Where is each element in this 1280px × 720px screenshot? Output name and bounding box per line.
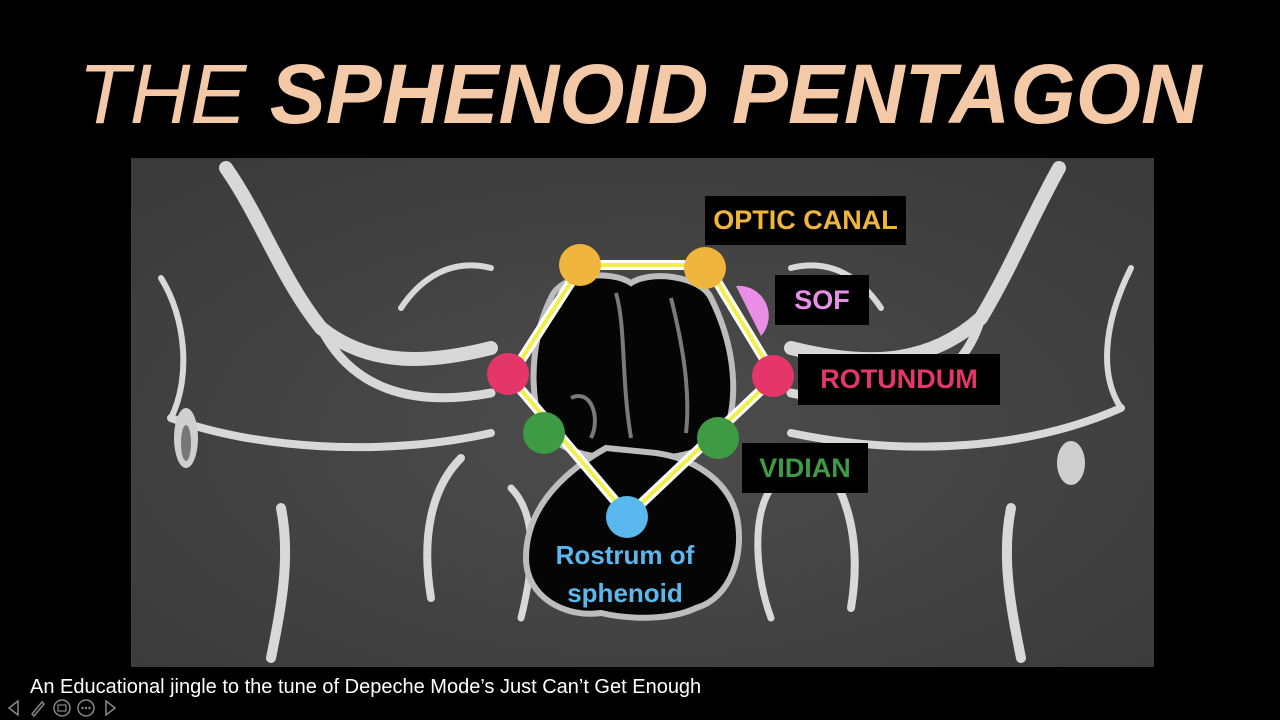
slideshow-controls: [4, 698, 120, 718]
vidian-label: VIDIAN: [742, 443, 868, 493]
title-main: SPHENOID PENTAGON: [269, 47, 1202, 141]
rostrum-label-line2: sphenoid: [567, 578, 683, 608]
more-icon[interactable]: [76, 698, 96, 718]
vidian-dot-left: [523, 412, 565, 454]
rostrum-label: [540, 536, 710, 612]
optic-canal-dot-right: [684, 247, 726, 289]
rotundum-label: ROTUNDUM: [798, 354, 1000, 405]
pen-icon[interactable]: [28, 698, 48, 718]
slide-caption: An Educational jingle to the tune of Depeche Mode’s Just Can’t Get Enough: [30, 676, 702, 698]
rostrum-label-line1: Rostrum of: [555, 540, 695, 570]
rotundum-dot-left: [487, 353, 529, 395]
previous-icon[interactable]: [4, 698, 24, 718]
title-prefix: THE: [78, 47, 270, 141]
sof-label: SOF: [775, 275, 869, 325]
slide-title: [0, 47, 1280, 141]
vidian-dot-right: [697, 417, 739, 459]
slides-icon[interactable]: [52, 698, 72, 718]
optic-canal-dot-left: [559, 244, 601, 286]
next-icon[interactable]: [100, 698, 120, 718]
rotundum-dot-right: [752, 355, 794, 397]
optic-canal-label: OPTIC CANAL: [705, 196, 906, 245]
rostrum-dot: [606, 496, 648, 538]
